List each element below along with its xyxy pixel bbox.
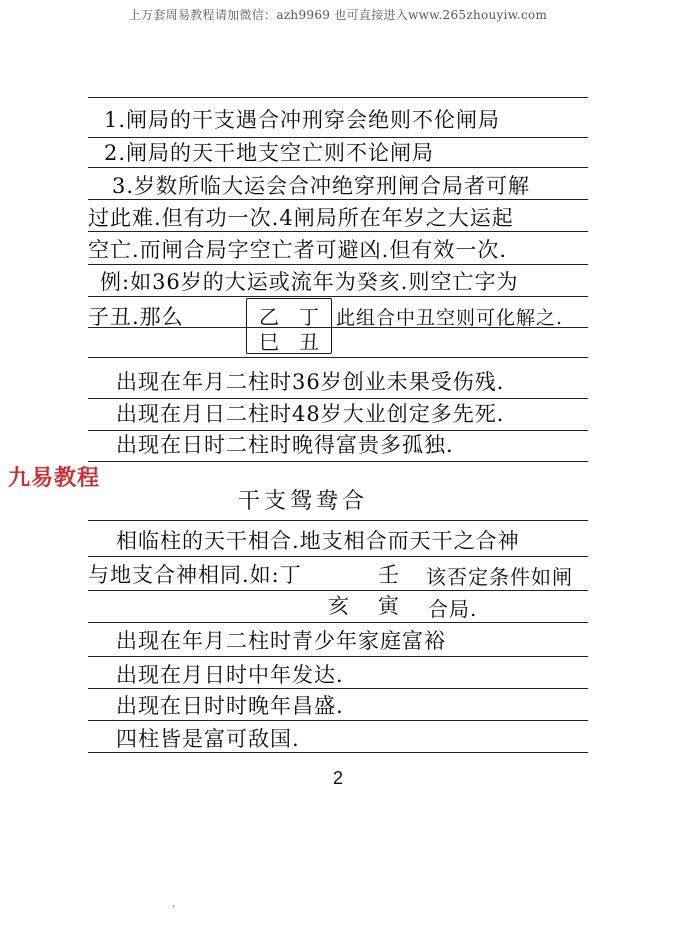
pillar-bottom-right: 丑: [299, 330, 319, 354]
ruled-line: [88, 752, 588, 753]
ruled-line: [88, 461, 588, 462]
section2-outcome-3: 出现在日时时晚年昌盛.: [116, 694, 344, 718]
scan-speck: ·: [172, 902, 176, 913]
ruled-line: [88, 430, 588, 431]
pillar-top-right: 丁: [299, 305, 319, 329]
section2-outcome-1: 出现在年月二柱时青少年家庭富裕: [116, 629, 446, 653]
rule-line-4: 过此难.但有功一次.4闸局所在年岁之大运起: [88, 206, 514, 230]
ruled-line: [88, 720, 588, 721]
ruled-line: [88, 398, 588, 399]
ruled-line: [88, 231, 588, 232]
rule-line-3: 3.岁数所临大运会合冲绝穿刑闸合局者可解: [112, 174, 531, 198]
section2-condition: 该否定条件如闸: [426, 565, 573, 589]
rule-line-5: 空亡.而闸合局字空亡者可避凶.但有效一次.: [88, 238, 508, 262]
rule-line-2: 2.闸局的天干地支空亡则不论闸局: [104, 141, 435, 165]
pillar-bottom-left: 巳: [259, 330, 279, 354]
ruled-line: [88, 97, 588, 98]
example-line-cont: 子丑.那么: [88, 305, 184, 329]
ruled-line: [88, 137, 588, 138]
section2-condition-cont: 合局.: [428, 597, 478, 621]
example-conclusion: 此组合中丑空则可化解之.: [336, 307, 564, 329]
section-title: 干支鸳鸯合: [238, 489, 369, 514]
section2-outcome-2: 出现在月日时中年发达.: [116, 663, 344, 687]
outcome-line-2: 出现在月日二柱时48岁大业创定多先死.: [116, 402, 505, 426]
section2-line-1: 相临柱的天干相合.地支相合而天干之合神: [116, 529, 520, 553]
ruled-line: [88, 520, 588, 521]
ruled-line: [88, 296, 588, 297]
page-header: 上万套周易教程请加微信：azh9969 也可直接进入www.265zhouyiw.com: [128, 8, 548, 22]
ruled-line: [88, 590, 588, 591]
outcome-line-1: 出现在年月二柱时36岁创业未果受伤残.: [116, 370, 505, 394]
ruled-line: [88, 688, 588, 689]
ruled-line: [88, 556, 588, 557]
pillar-stem-right: 壬: [378, 563, 400, 587]
rule-line-1: 1.闸局的干支遇合冲刑穿会绝则不伦闸局: [104, 108, 501, 132]
section2-outcome-4: 四柱皆是富可敌国.: [116, 727, 300, 751]
page-number: 2: [332, 768, 343, 788]
pillar-branch-left: 亥: [328, 594, 350, 618]
ruled-line: [88, 622, 588, 623]
pillar-top-left: 乙: [259, 305, 279, 329]
ruled-line: [88, 199, 588, 200]
ruled-line: [88, 167, 588, 168]
example-line: 例:如36岁的大运或流年为癸亥.则空亡字为: [100, 270, 519, 294]
ruled-line: [88, 264, 588, 265]
example-pillars-box: [246, 298, 332, 354]
pillar-branch-right: 寅: [378, 594, 400, 618]
ruled-line: [88, 656, 588, 657]
outcome-line-3: 出现在日时二柱时晚得富贵多孤独.: [116, 433, 454, 457]
ruled-line: [88, 357, 588, 358]
watermark: 九易教程: [8, 466, 101, 491]
section2-line-2: 与地支合神相同.如:丁: [88, 563, 302, 587]
